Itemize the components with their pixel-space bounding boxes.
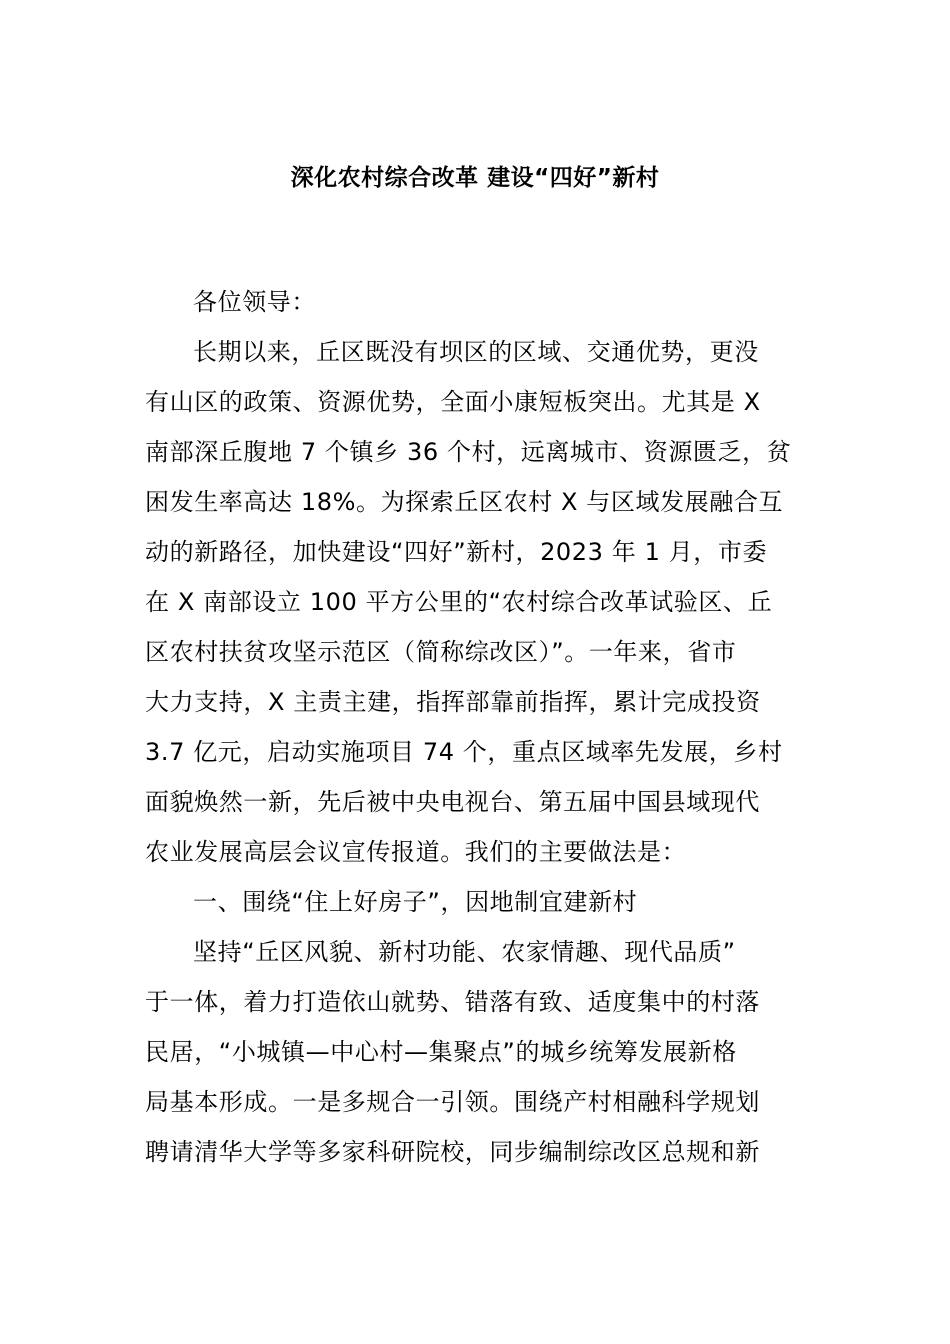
paragraph-line: 困发生率高达 18%。为探索丘区农村 X 与区域发展融合互 — [145, 488, 784, 516]
paragraph-line: 在 X 南部设立 100 平方公里的“农村综合改革试验区、丘 — [145, 588, 773, 616]
paragraph-line: 聘请清华大学等多家科研院校，同步编制综改区总规和新 — [145, 1138, 760, 1166]
document-title: 深化农村综合改革 建设“四好”新村 — [290, 165, 660, 191]
paragraph-line: 面貌焕然一新，先后被中央电视台、第五届中国县域现代 — [145, 788, 760, 816]
paragraph-line: 长期以来，丘区既没有坝区的区域、交通优势，更没 — [193, 338, 759, 366]
section-heading: 一、围绕“住上好房子”，因地制宜建新村 — [193, 888, 638, 916]
paragraph-line: 大力支持，X 主责主建，指挥部靠前指挥，累计完成投资 — [145, 688, 761, 716]
paragraph-line: 南部深丘腹地 7 个镇乡 36 个村，远离城市、资源匮乏，贫 — [145, 438, 792, 466]
paragraph-line: 区农村扶贫攻坚示范区（简称综改区）”。一年来，省市 — [145, 638, 737, 666]
paragraph-line: 农业发展高层会议宣传报道。我们的主要做法是： — [145, 838, 687, 866]
salutation: 各位领导： — [193, 288, 316, 316]
paragraph-line: 3.7 亿元，启动实施项目 74 个，重点区域率先发展，乡村 — [145, 738, 783, 766]
paragraph-line: 坚持“丘区风貌、新村功能、农家情趣、现代品质” — [193, 938, 736, 966]
paragraph-line: 局基本形成。一是多规合一引领。围绕产村相融科学规划 — [145, 1088, 760, 1116]
paragraph-line: 动的新路径，加快建设“四好”新村，2023 年 1 月，市委 — [145, 538, 768, 566]
paragraph-line: 于一体，着力打造依山就势、错落有致、适度集中的村落 — [145, 988, 760, 1016]
paragraph-line: 民居，“小城镇—中心村—集聚点”的城乡统筹发展新格 — [145, 1038, 737, 1066]
paragraph-line: 有山区的政策、资源优势，全面小康短板突出。尤其是 X — [145, 388, 761, 416]
